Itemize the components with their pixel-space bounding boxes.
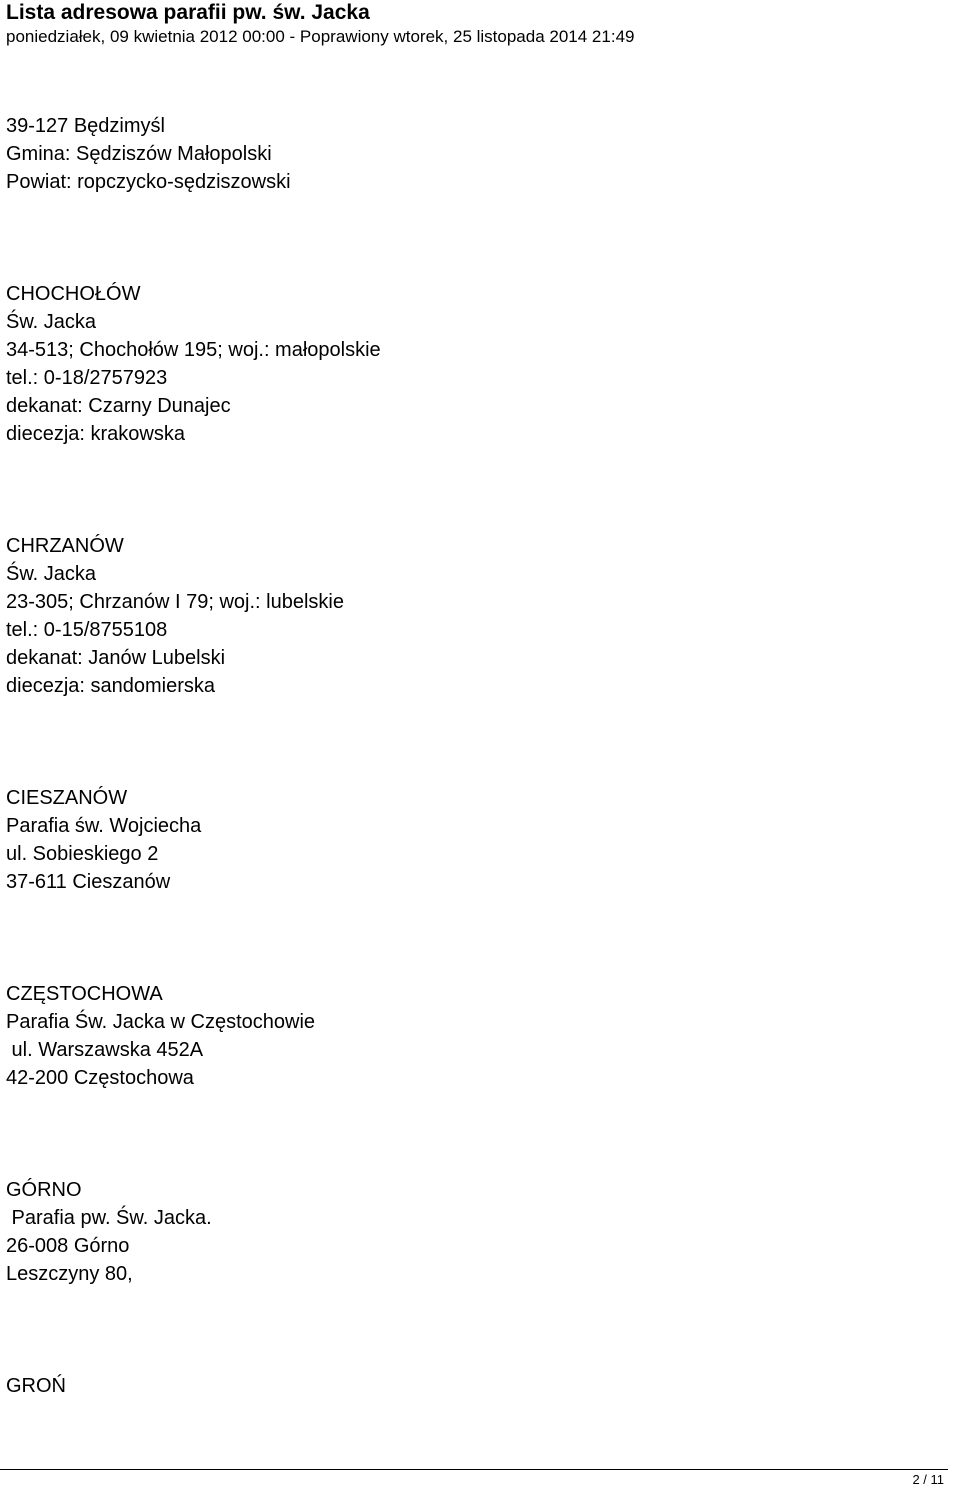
document-title: Lista adresowa parafii pw. św. Jacka bbox=[6, 1, 370, 24]
entry-bedzimysl bbox=[6, 112, 946, 196]
entry-line: Parafia św. Wojciecha bbox=[6, 815, 202, 837]
entry-line: Parafia pw. Św. Jacka. bbox=[6, 1207, 212, 1229]
entry-line: 23-305; Chrzanów I 79; woj.: lubelskie bbox=[6, 591, 344, 613]
entry-line: Leszczyny 80, bbox=[6, 1263, 133, 1285]
spacer bbox=[6, 1092, 946, 1176]
entry-gron bbox=[6, 1372, 946, 1400]
entry-line: ul. Warszawska 452A bbox=[6, 1039, 204, 1061]
page-number: 2 / 11 bbox=[912, 1472, 944, 1487]
entry-name: GÓRNO bbox=[6, 1179, 82, 1201]
entry-line: diecezja: sandomierska bbox=[6, 675, 215, 697]
entry-line: diecezja: krakowska bbox=[6, 423, 185, 445]
entry-gorno bbox=[6, 1176, 946, 1288]
entry-line: Św. Jacka bbox=[6, 311, 97, 333]
footer-divider bbox=[0, 1469, 948, 1470]
entry-name: CHRZANÓW bbox=[6, 535, 124, 557]
entry-line: dekanat: Czarny Dunajec bbox=[6, 395, 231, 417]
entry-line: 34-513; Chochołów 195; woj.: małopolskie bbox=[6, 339, 381, 361]
entry-czestochowa bbox=[6, 980, 946, 1092]
entry-name: CIESZANÓW bbox=[6, 787, 128, 809]
entry-cieszanow bbox=[6, 784, 946, 896]
spacer bbox=[6, 1288, 946, 1372]
entry-line: ul. Sobieskiego 2 bbox=[6, 843, 159, 865]
spacer bbox=[6, 448, 946, 532]
entry-line: 42-200 Częstochowa bbox=[6, 1067, 194, 1089]
entry-line: Gmina: Sędziszów Małopolski bbox=[6, 143, 272, 165]
document-header bbox=[6, 0, 956, 48]
entry-chocholow bbox=[6, 280, 946, 448]
entry-name: GROŃ bbox=[6, 1375, 66, 1397]
entry-line: Powiat: ropczycko-sędziszowski bbox=[6, 171, 291, 193]
entry-line: Św. Jacka bbox=[6, 563, 97, 585]
entry-line: Parafia Św. Jacka w Częstochowie bbox=[6, 1011, 316, 1033]
spacer bbox=[6, 896, 946, 980]
entry-line: dekanat: Janów Lubelski bbox=[6, 647, 226, 669]
entry-line: tel.: 0-15/8755108 bbox=[6, 619, 168, 641]
document-meta: poniedziałek, 09 kwietnia 2012 00:00 - Poprawiony wtorek, 25 listopada 2014 21:49 bbox=[6, 27, 635, 46]
entry-name: CHOCHOŁÓW bbox=[6, 283, 141, 305]
parish-list bbox=[6, 112, 946, 1400]
spacer bbox=[6, 196, 946, 280]
entry-line: 26-008 Górno bbox=[6, 1235, 130, 1257]
entry-line: 39-127 Będzimyśl bbox=[6, 115, 165, 137]
spacer bbox=[6, 700, 946, 784]
entry-line: tel.: 0-18/2757923 bbox=[6, 367, 168, 389]
entry-chrzanow bbox=[6, 532, 946, 700]
entry-name: CZĘSTOCHOWA bbox=[6, 983, 163, 1005]
entry-line: 37-611 Cieszanów bbox=[6, 871, 171, 893]
